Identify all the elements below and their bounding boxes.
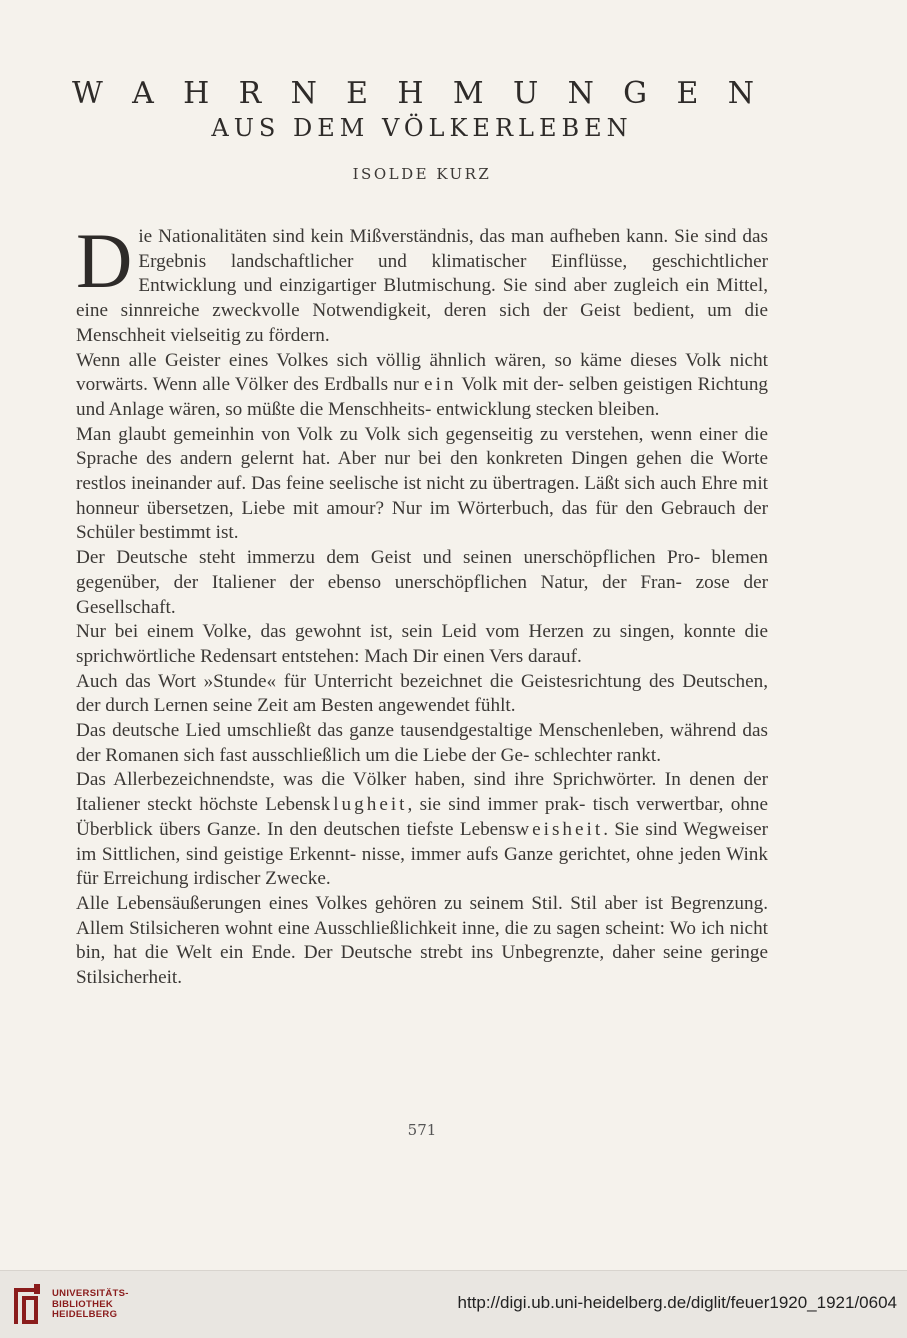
paragraph-6: Auch das Wort »Stunde« für Unterricht bezeichnet die Geistesrichtung des Deutschen, der durch Lernen seine Zeit am Besten angewendet fühlt.: [76, 670, 768, 717]
page-number: 571: [407, 1121, 437, 1139]
paragraph-2: Wenn alle Geister eines Volkes sich völlig ähnlich wären, so käme dieses Volk nicht vorwärts. Wenn alle Völker des Erdballs nur ein Volk mit der- selben geistigen Richtung und Anlage wären, so müßte die Menschheits- entwicklung stecken bleiben.: [76, 349, 769, 420]
article-body: [76, 217, 769, 991]
title-letter: E: [676, 76, 717, 111]
paragraph-7: Das deutsche Lied umschließt das ganze tausendgestaltige Menschenleben, während das der Romanen sich fast ausschließlich um die Liebe der Ge- schlechter rankt.: [76, 720, 768, 766]
title-letter: N: [290, 76, 335, 111]
source-url-link[interactable]: http://digi.ub.uni-heidelberg.de/diglit/feuer1920_1921/0604: [457, 1293, 897, 1312]
title-letter: R: [238, 76, 280, 111]
title-letter: A: [132, 76, 172, 111]
title-letter: H: [183, 76, 228, 111]
paragraph-8: Das Allerbezeichnendste, was die Völker haben, sind ihre Sprichwörter. In denen der Italiener steckt höchste Lebensklugheit, sie sind immer prak- tisch verwertbar, ohne Überblick übers Ganze. In den deutschen tiefste Lebensweisheit. Sie sind Wegweiser im Sittlichen, sind geistige Erkennt- nisse, immer aufs Ganze gerichtet, ohne jeden Wink für Erreichung irdischer Zwecke.: [76, 769, 768, 890]
library-name: UNIVERSITÄTS- BIBLIOTHEK HEIDELBERG: [52, 1288, 129, 1320]
paragraph-9: Alle Lebensäußerungen eines Volkes gehören zu seinem Stil. Stil aber ist Begrenzung. Allem Stilsicheren wohnt eine Ausschließlichkeit inne, die zu sagen scheint: Wo ich nicht bin, hat die Welt ein Ende. Der Deutsche strebt ins Unbegrenzte, daher seine geringe Stilsicherheit.: [76, 892, 768, 989]
author-name: ISOLDE KURZ: [352, 165, 492, 183]
drop-cap: D: [76, 217, 133, 304]
title-letter: N: [727, 76, 772, 111]
title-letter: M: [452, 76, 502, 111]
article-title-line1: [72, 76, 772, 111]
article-title-line2: AUS DEM VÖLKERLEBEN: [211, 114, 633, 142]
title-letter: E: [346, 76, 387, 111]
paragraph-4: Der Deutsche steht immerzu dem Geist und seinen unerschöpflichen Pro- blemen gegenüber, der Italiener der ebenso unerschöpflichen Natur, der Fran- zose der Gesellschaft.: [76, 547, 768, 618]
title-letter: W: [72, 76, 121, 111]
title-letter: U: [512, 76, 557, 111]
university-library-logo-icon: [8, 1280, 46, 1328]
paragraph-1: Die Nationalitäten sind kein Mißverständnis, das man aufheben kann. Sie sind das Ergebnis landschaftlicher und klimatischer Einflüsse, geschichtlicher Entwicklung und einzigartiger Blutmischung. Sie sind aber zugleich ein Mittel, eine sinnreiche zweckvolle Notwendigkeit, deren sich der Geist bedient, um die Menschheit vielseitig zu fördern.: [76, 217, 768, 346]
title-letter: N: [567, 76, 612, 111]
title-letter: H: [397, 76, 442, 111]
paragraph-3: Man glaubt gemeinhin von Volk zu Volk sich gegenseitig zu verstehen, wenn einer die Sprache des andern gelernt hat. Aber nur bei den konkreten Dingen gehen die Worte restlos ineinander auf. Das feine seelische ist nicht zu übertragen. Läßt sich auch Ehre mit honneur übersetzen, Liebe mit amour? Nur im Wörterbuch, das für den Gebrauch der Schüler bestimmt ist.: [76, 423, 768, 544]
paragraph-5: Nur bei einem Volke, das gewohnt ist, sein Leid vom Herzen zu singen, konnte die sprichwörtliche Redensart entstehen: Mach Dir einen Vers darauf.: [76, 621, 768, 667]
footer-bar: [0, 1270, 907, 1338]
title-letter: G: [623, 76, 666, 111]
